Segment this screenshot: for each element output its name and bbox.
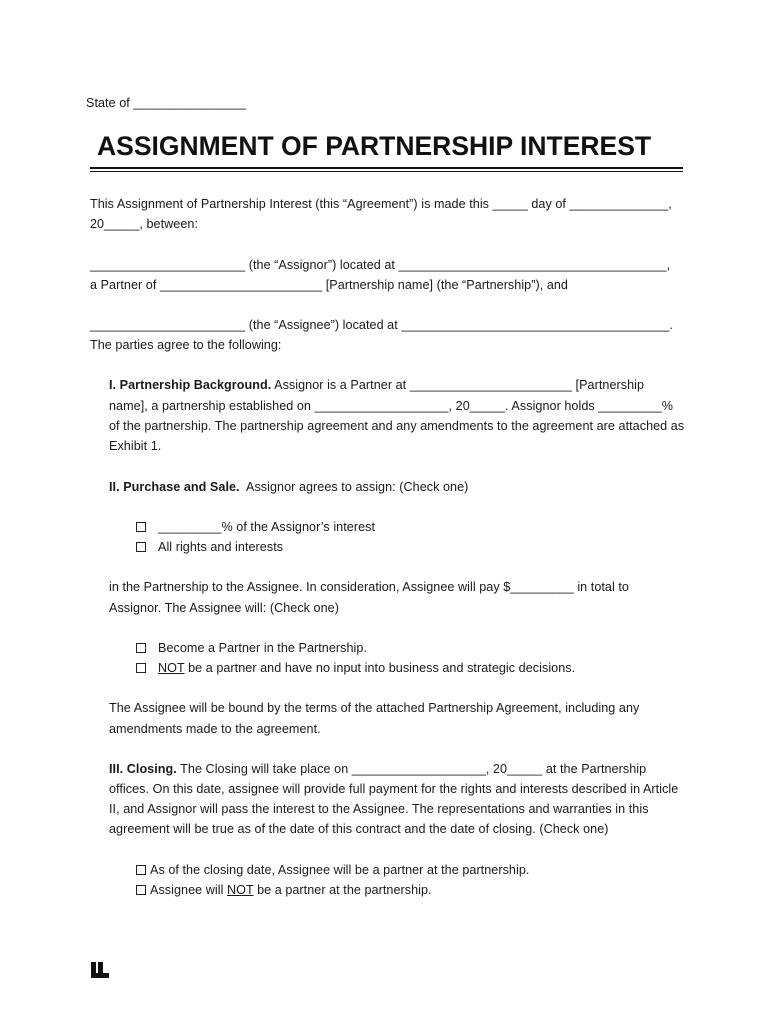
intro-line-2: 20_____, between: xyxy=(90,217,198,231)
closing-option-not-partner-rest: be a partner at the partnership. xyxy=(253,883,432,897)
section1-line-3: of the partnership. The partnership agreement and any amendments to the agreement are attached as xyxy=(109,419,685,433)
assign-option-all-rights-label: All rights and interests xyxy=(158,540,284,554)
section2-line-1-text: Assignor agrees to assign: (Check one) xyxy=(239,480,469,494)
consideration-line-2: Assignor. The Assignee will: (Check one) xyxy=(109,601,339,615)
section3-line-2: offices. On this date, assignee will provide full payment for the rights and interests described in Article xyxy=(109,782,679,796)
section1-line-1 xyxy=(109,377,644,393)
closing-option-partner-label: As of the closing date, Assignee will be a partner at the partnership. xyxy=(150,863,530,877)
assignee-option-not-partner-label: be a partner and have no input into business and strategic decisions. xyxy=(184,661,576,675)
section3-heading: III. Closing. xyxy=(109,762,177,776)
document-title: ASSIGNMENT OF PARTNERSHIP INTEREST xyxy=(97,131,652,161)
checkbox-percentage[interactable] xyxy=(136,522,146,532)
section1-line-2: name], a partnership established on ___________________, 20_____. Assignor holds _________% xyxy=(109,399,674,413)
checkbox-closing-not-partner[interactable] xyxy=(136,885,146,895)
not-underlined-text: NOT xyxy=(158,661,185,675)
section3-line-1 xyxy=(109,761,646,777)
title-rule-thin xyxy=(90,171,683,172)
assignee-option-partner xyxy=(136,640,367,656)
closing-option-partner xyxy=(136,862,529,878)
section1-line-1-text: Assignor is a Partner at _______________________ [Partnership xyxy=(271,378,645,392)
state-line: State of ________________ xyxy=(86,96,247,110)
closing-not-underlined-text: NOT xyxy=(227,883,254,897)
checkbox-all-rights[interactable] xyxy=(136,542,146,552)
checkbox-closing-partner[interactable] xyxy=(136,865,146,875)
section2-line-1 xyxy=(109,479,468,495)
bound-line-2: amendments made to the agreement. xyxy=(109,722,321,736)
assignee-option-partner-label: Become a Partner in the Partnership. xyxy=(158,641,368,655)
checkbox-become-partner[interactable] xyxy=(136,643,146,653)
assignee-line-2: The parties agree to the following: xyxy=(90,338,282,352)
assign-option-percentage-label: _________% of the Assignor’s interest xyxy=(158,520,376,534)
closing-option-not-partner-pre: Assignee will xyxy=(150,883,227,897)
section1-line-4: Exhibit 1. xyxy=(109,439,162,453)
assignor-line-1: ______________________ (the “Assignor”) located at ______________________________________, xyxy=(90,258,671,272)
intro-line-1: This Assignment of Partnership Interest (this “Agreement”) is made this _____ day of ______________, xyxy=(90,197,672,211)
section2-heading: II. Purchase and Sale. xyxy=(109,480,240,494)
checkbox-not-partner[interactable] xyxy=(136,663,146,673)
title-rule-thick xyxy=(90,167,683,169)
section3-line-4: agreement will be true as of the date of this contract and the date of closing. (Check one) xyxy=(109,822,609,836)
section3-line-3: II, and Assignor will pass the interest to the Assignee. The representations and warranties in this xyxy=(109,802,649,816)
assignor-line-2: a Partner of _______________________ [Partnership name] (the “Partnership”), and xyxy=(90,278,568,292)
legal-templates-logo-icon xyxy=(91,962,109,978)
bound-line-1: The Assignee will be bound by the terms of the attached Partnership Agreement, including any xyxy=(109,701,640,715)
section1-heading: I. Partnership Background. xyxy=(109,378,272,392)
closing-option-not-partner xyxy=(136,882,432,898)
assignee-option-not-partner xyxy=(136,660,575,676)
assign-option-percentage xyxy=(136,519,375,535)
assignee-line-1: ______________________ (the “Assignee”) located at ______________________________________. xyxy=(90,318,673,332)
assign-option-all-rights xyxy=(136,539,283,555)
consideration-line-1: in the Partnership to the Assignee. In consideration, Assignee will pay $_________ in total to xyxy=(109,580,629,594)
section3-line-1-text: The Closing will take place on ___________________, 20_____ at the Partnership xyxy=(176,762,647,776)
